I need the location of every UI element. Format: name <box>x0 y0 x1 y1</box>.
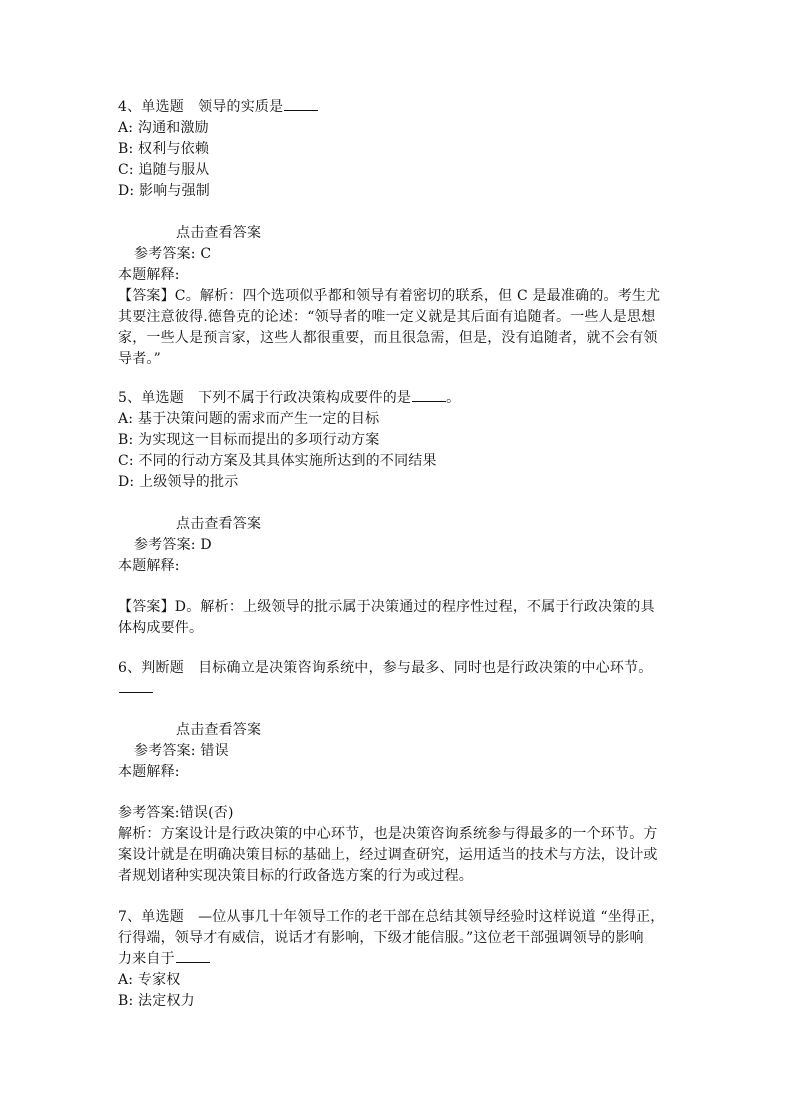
option-b: B: 权利与依赖 <box>118 141 210 157</box>
option-a: A: 专家权 <box>118 972 181 988</box>
reference-answer-detail: 参考答案:错误(否) <box>118 805 234 821</box>
question-7-text: 力来自于 <box>118 951 175 967</box>
question-4-text: 4、单选题 领导的实质是 <box>118 99 284 115</box>
reference-answer: 参考答案: 错误 <box>134 743 229 759</box>
reference-answer: 参考答案: C <box>134 246 212 262</box>
show-answer-link[interactable]: 点击查看答案 <box>176 516 262 532</box>
question-5-title <box>118 387 460 409</box>
show-answer-link[interactable]: 点击查看答案 <box>176 225 262 241</box>
option-b: B: 为实现这一目标而提出的多项行动方案 <box>118 432 380 448</box>
explanation-label: 本题解释: <box>118 267 180 283</box>
answer-blank <box>119 678 153 693</box>
question-7-title: 7、单选题 —位从事几十年领导工作的老干部在总结其领导经验时这样说道 “坐得正， <box>118 909 665 925</box>
explanation-line: 其要注意彼得.德鲁克的论述：“领导者的唯一定义就是其后面有追随者。一些人是思想 <box>118 309 656 325</box>
explanation-line: 体构成要件。 <box>118 620 204 636</box>
show-answer-link[interactable]: 点击查看答案 <box>176 722 262 738</box>
question-5-end: 。 <box>446 390 461 406</box>
question-7-title-line: 行得端，领导才有威信，说话才有影响，下级才能信服。”这位老干部强调领导的影响 <box>118 930 644 946</box>
explanation-line: 解析：方案设计是行政决策的中心环节，也是决策咨询系统参与得最多的一个环节。方 <box>118 826 658 842</box>
question-6-title: 6、判断题 目标确立是决策咨询系统中，参与最多、同时也是行政决策的中心环节。 <box>118 660 653 676</box>
answer-blank <box>412 387 446 402</box>
option-d: D: 上级领导的批示 <box>118 474 239 490</box>
option-d: D: 影响与强制 <box>118 183 210 199</box>
question-5-text: 5、单选题 下列不属于行政决策构成要件的是 <box>118 390 412 406</box>
reference-answer: 参考答案: D <box>134 537 212 553</box>
explanation-line: 案设计就是在明确决策目标的基础上，经过调查研究，运用适当的技术与方法，设计或 <box>118 847 658 863</box>
answer-blank <box>176 948 210 963</box>
explanation-label: 本题解释: <box>118 558 180 574</box>
option-b: B: 法定权力 <box>118 993 195 1009</box>
explanation-line: 【答案】C。解析：四个选项似乎都和领导有着密切的联系，但 C 是最准确的。考生尤 <box>118 288 661 304</box>
explanation-line: 者规划诸种实现决策目标的行政备选方案的行为或过程。 <box>118 868 473 884</box>
answer-blank <box>284 96 318 111</box>
explanation-line: 导者。” <box>118 351 161 367</box>
explanation-label: 本题解释: <box>118 764 180 780</box>
explanation-line: 【答案】D。解析：上级领导的批示属于决策通过的程序性过程，不属于行政决策的具 <box>118 599 655 615</box>
option-c: C: 不同的行动方案及其具体实施所达到的不同结果 <box>118 453 437 469</box>
option-a: A: 沟通和激励 <box>118 120 209 136</box>
answer-blank-line <box>118 678 153 700</box>
explanation-line: 家，一些人是预言家，这些人都很重要，而且很急需，但是，没有追随者，就不会有领 <box>118 330 658 346</box>
question-7-title-end <box>118 948 210 970</box>
option-c: C: 追随与服从 <box>118 162 210 178</box>
question-4-title <box>118 96 318 118</box>
option-a: A: 基于决策问题的需求而产生一定的目标 <box>118 411 380 427</box>
